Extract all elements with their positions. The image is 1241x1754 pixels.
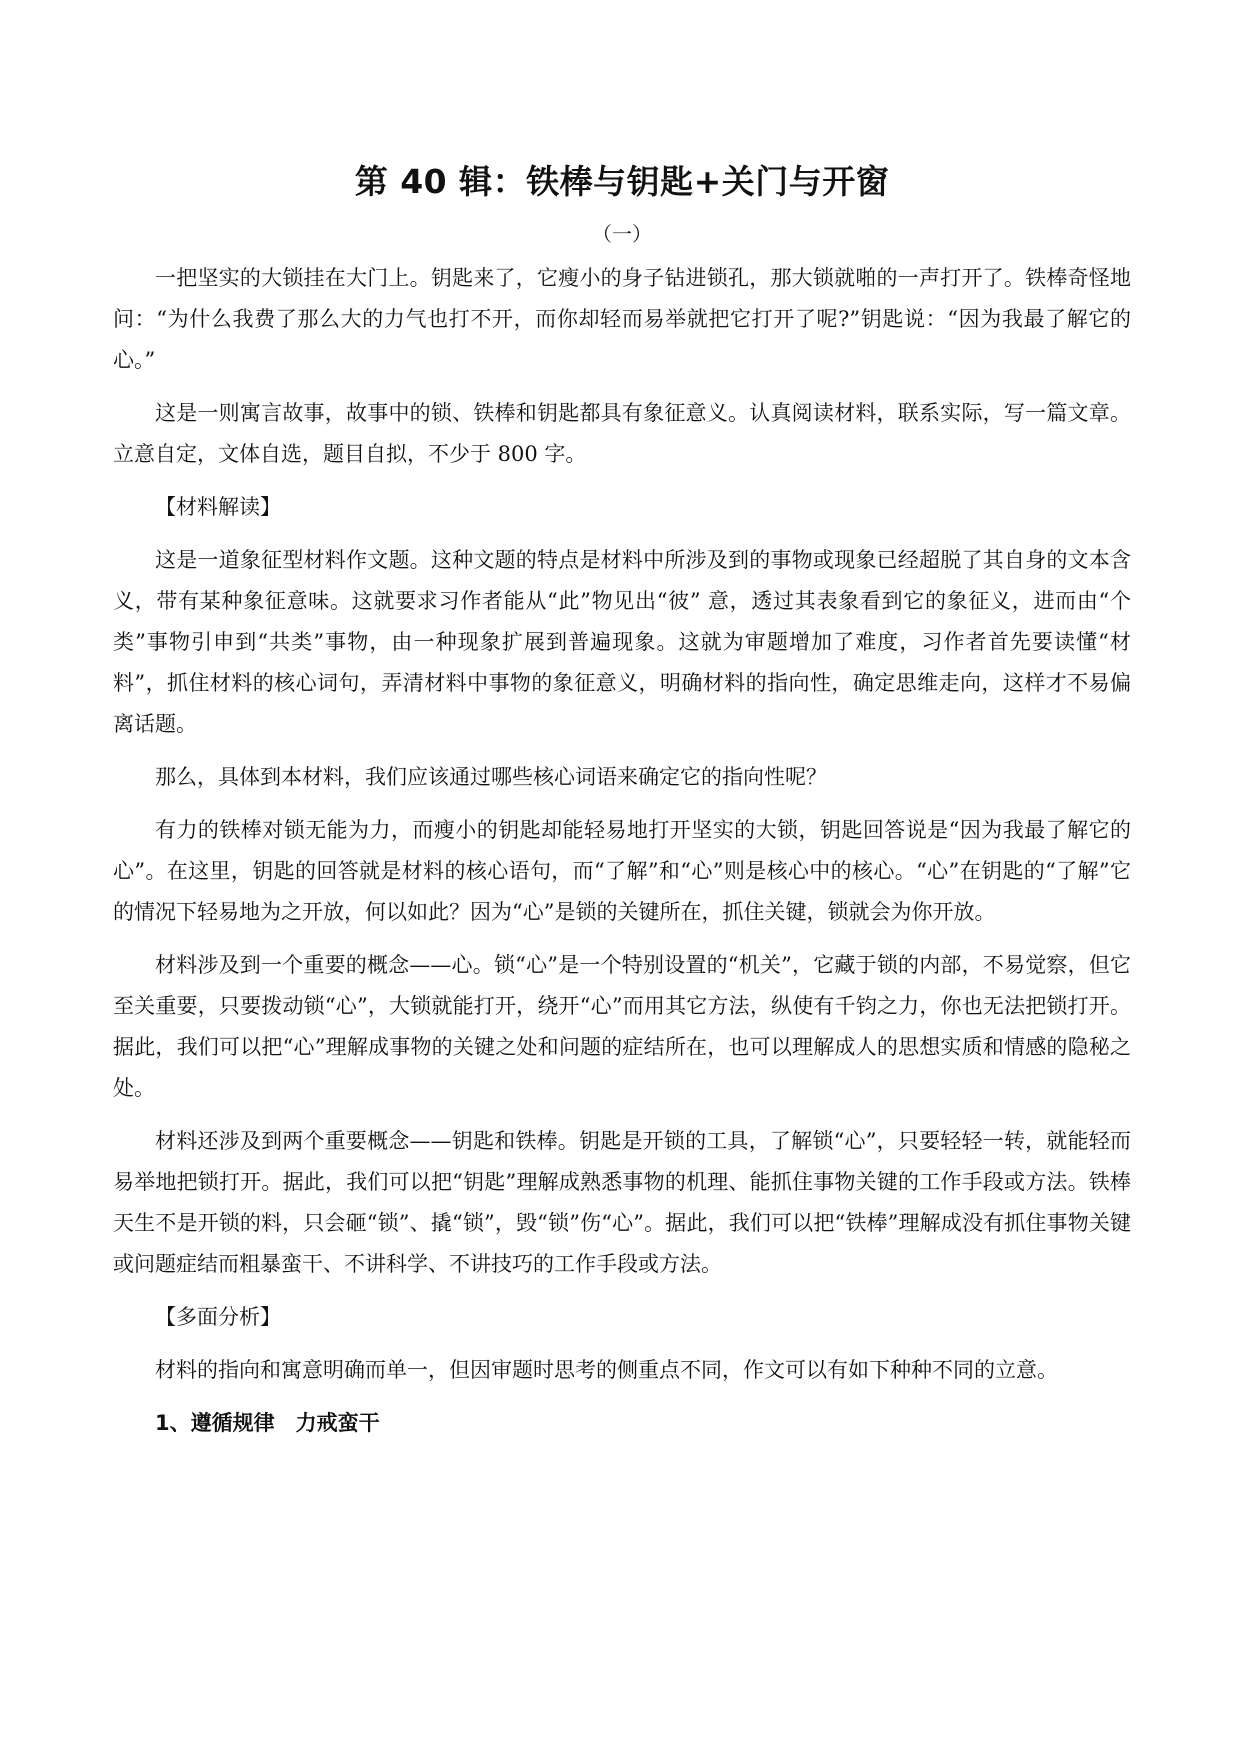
document-page (113, 150, 1131, 1444)
prompt-paragraph: 这是一则寓言故事，故事中的锁、铁棒和钥匙都具有象征意义。认真阅读材料，联系实际，写一篇文章。立意自定，文体自选，题目自拟，不少于 800 字。 (113, 401, 1131, 466)
document-title: 第 40 辑：铁棒与钥匙+关门与开窗 (354, 162, 890, 201)
point-heading-1: 1、遵循规律 力戒蛮干 (155, 1411, 380, 1435)
section-heading-material: 【材料解读】 (155, 495, 281, 519)
story-paragraph: 一把坚实的大锁挂在大门上。钥匙来了，它瘦小的身子钻进锁孔，那大锁就啪的一声打开了。铁棒奇怪地问：“为什么我费了那么大的力气也打不开，而你却轻而易举就把它打开了呢?”钥匙说：“因为我最了解它的心。” (113, 266, 1131, 372)
material-paragraph: 这是一道象征型材料作文题。这种文题的特点是材料中所涉及到的事物或现象已经超脱了其自身的文本含义，带有某种象征意味。这就要求习作者能从“此”物见出“彼” 意，透过其表象看到它的象征义，进而由“个类”事物引申到“共类”事物，由一种现象扩展到普遍现象。这就为审题增加了难度，习作者首先要读懂“材料”，抓住材料的核心词句，弄清材料中事物的象征意义，明确材料的指向性，确定思维走向，这样才不易偏离话题。 (113, 548, 1131, 736)
material-paragraph: 材料涉及到一个重要的概念——心。锁“心”是一个特别设置的“机关”，它藏于锁的内部，不易觉察，但它至关重要，只要拨动锁“心”，大锁就能打开，绕开“心”而用其它方法，纵使有千钧之力，你也无法把锁打开。据此，我们可以把“心”理解成事物的关键之处和问题的症结所在，也可以理解成人的思想实质和情感的隐秘之处。 (113, 953, 1131, 1100)
document-subtitle: （一） (592, 222, 652, 246)
material-paragraph: 那么，具体到本材料，我们应该通过哪些核心词语来确定它的指向性呢？ (155, 765, 827, 789)
section-heading-analysis: 【多面分析】 (155, 1305, 281, 1329)
analysis-paragraph: 材料的指向和寓意明确而单一，但因审题时思考的侧重点不同，作文可以有如下种种不同的立意。 (155, 1358, 1058, 1382)
material-paragraph: 材料还涉及到两个重要概念——钥匙和铁棒。钥匙是开锁的工具，了解锁“心”，只要轻轻一转，就能轻而易举地把锁打开。据此，我们可以把“钥匙”理解成熟悉事物的机理、能抓住事物关键的工作手段或方法。铁棒天生不是开锁的料，只会砸“锁”、撬“锁”，毁“锁”伤“心”。据此，我们可以把“铁棒”理解成没有抓住事物关键或问题症结而粗暴蛮干、不讲科学、不讲技巧的工作手段或方法。 (113, 1129, 1131, 1276)
material-paragraph: 有力的铁棒对锁无能为力，而瘦小的钥匙却能轻易地打开坚实的大锁，钥匙回答说是“因为我最了解它的心”。在这里，钥匙的回答就是材料的核心语句，而“了解”和“心”则是核心中的核心。“心”在钥匙的“了解”它的情况下轻易地为之开放，何以如此？因为“心”是锁的关键所在，抓住关键，锁就会为你开放。 (113, 818, 1131, 924)
